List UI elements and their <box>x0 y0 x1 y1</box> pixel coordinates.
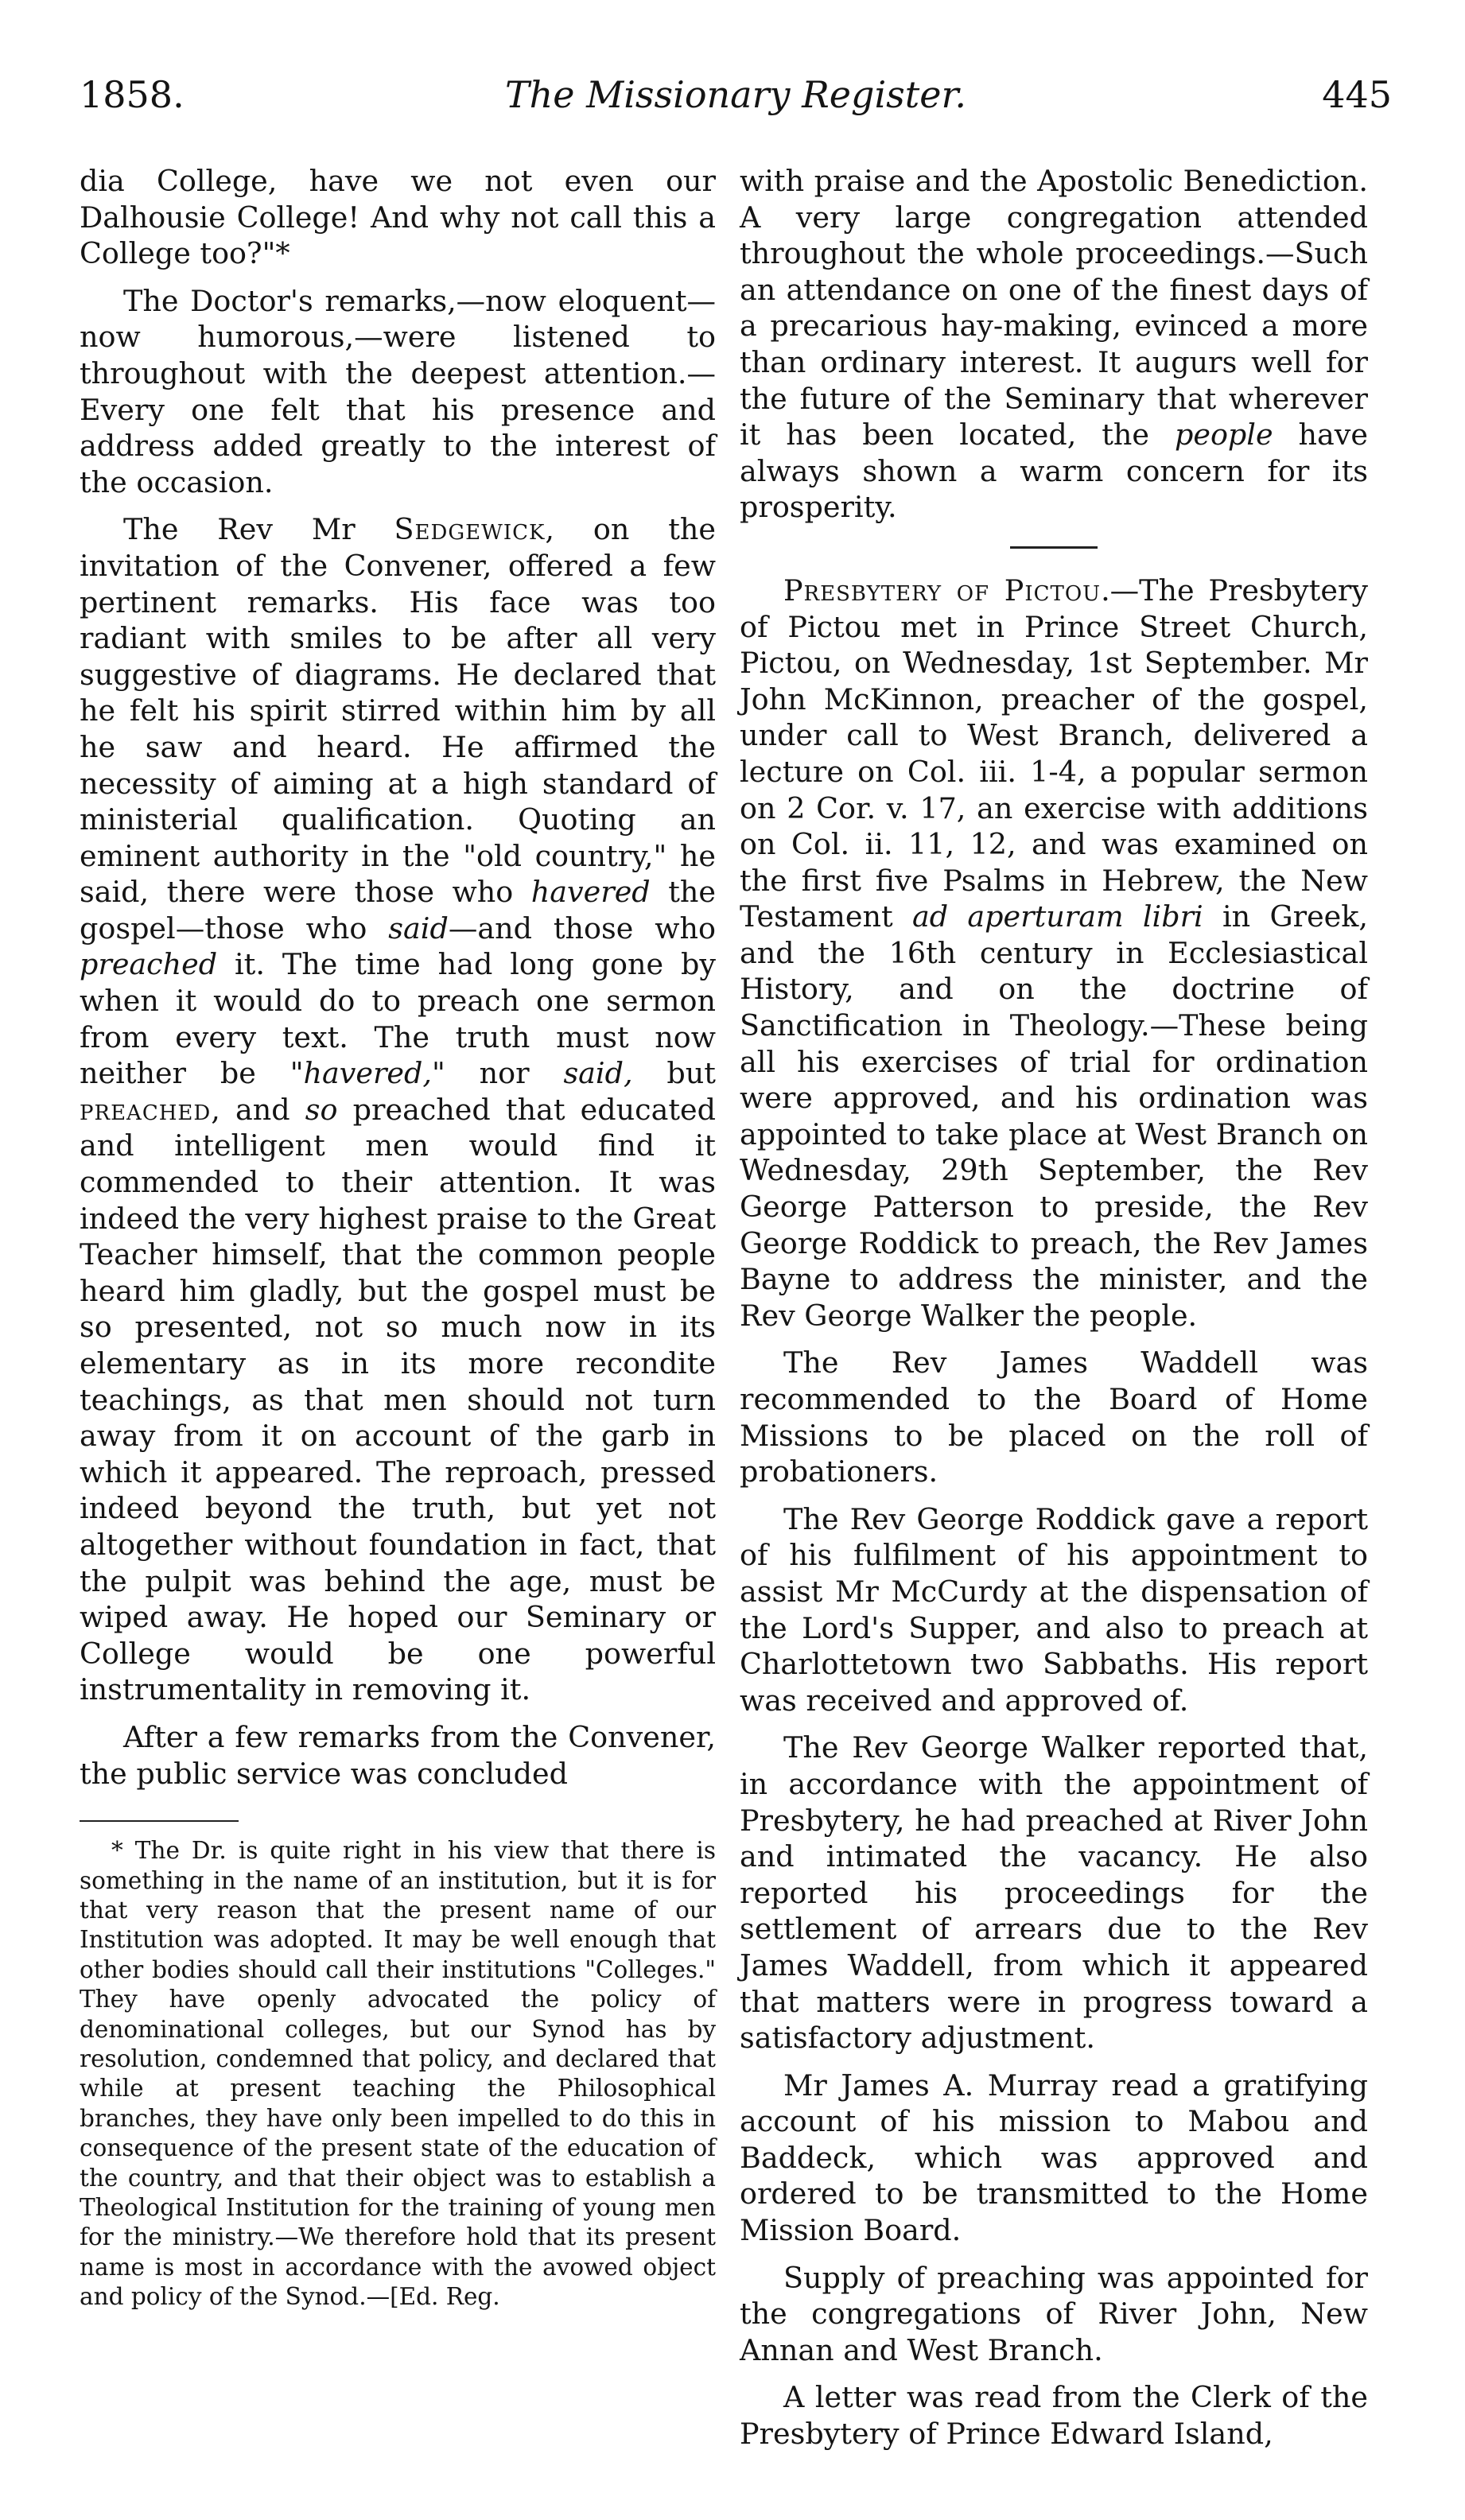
text-run: but <box>632 1056 716 1091</box>
text-run: it. The time had long gone by when it would do to preach one sermon from every text. The truth must now neither be " <box>80 947 716 1091</box>
text-run: The Rev Mr <box>123 512 394 547</box>
text-run: with praise and the Apostolic Benediction. A very large congregation attended throughout the whole proceedings.—Such an attendance on one of the finest days of a precarious hay-making, evinced a more than ordinary interest. It augurs well for the future of the Seminary that wherever it has been located, the <box>740 164 1368 452</box>
text-run: preached that educated and intelligent men would find it commended to their attention. It was indeed the very highest praise to the Great Teacher himself, that the common people heard him gladly, but the gospel must be so presented, not so much now in its elementary as in its more recondite teachings, as that men should not turn away from it on account of the garb in which it appeared. The reproach, pressed indeed beyond the truth, but yet not altogether without foundation in fact, that the pulpit was behind the age, must be wiped away. He hoped our Seminary or College would be one powerful instrumentality in removing it. <box>80 1092 716 1707</box>
italic-text: so <box>305 1092 338 1127</box>
italic-text: said, <box>563 1056 633 1091</box>
italic-text: said <box>388 911 449 945</box>
speaker-name: Sedgewick <box>394 512 546 547</box>
italic-text: ad aperturam libri <box>911 899 1203 934</box>
left-column <box>80 163 716 2312</box>
journal-title: The Missionary Register. <box>504 73 967 116</box>
paragraph: Mr James A. Murray read a gratifying account of his mission to Mabou and Baddeck, which was approved and ordered to be transmitted to the Home Mission Board. <box>740 2068 1368 2248</box>
text-run: in Greek, and the 16th century in Ecclesiastical History, and on the doctrine of Sanctification in Theology.—These being all his exercises of trial for ordination were approved, and his ordination was appointed to take place at West Branch on Wednesday, 29th September, the Rev George Patterson to preside, the Rev George Roddick to preach, the Rev James Bayne to address the minister, and the Rev George Walker the people. <box>740 899 1369 1333</box>
paragraph: A letter was read from the Clerk of the Presbytery of Prince Edward Island, <box>740 2380 1368 2452</box>
section-heading: Presbytery of Pictou <box>783 573 1102 608</box>
footnote-text: * The Dr. is quite right in his view that there is something in the name of an institution, but it is for that very reason that the present name of our Institution was adopted. It may be well enough that other bodies should call their institutions "Colleges." They have openly advocated the policy of denominational colleges, but our Synod has by resolution, condemned that policy, and declared that while at present teaching the Philosophical branches, they have only been impelled to do this in consequence of the present state of the education of the country, and that their object was to establish a Theological Institution for the training of young men for the ministry.—We therefore hold that its present name is most in accordance with the avowed object and policy of the Synod.—[Ed. Reg. <box>80 1837 716 2311</box>
page-number: 445 <box>1322 73 1392 116</box>
italic-text: preached <box>80 947 218 982</box>
text-run: —and those who <box>448 911 717 945</box>
paragraph: The Rev George Roddick gave a report of his fulfilment of his appointment to assist Mr McCurdy at the dispensation of the Lord's Supper, and also to preach at Charlottetown two Sabbaths. His report was received and approved of. <box>740 1501 1368 1718</box>
text-run: " nor <box>432 1056 564 1091</box>
small-caps-text: preached <box>80 1092 212 1127</box>
italic-text: havered <box>530 875 651 910</box>
footnote <box>80 1836 716 2312</box>
running-header <box>80 73 1392 129</box>
text-run: have always shown a warm concern for its prosperity. <box>740 417 1369 525</box>
footnote-rule <box>80 1820 239 1822</box>
text-run: .—The Presbytery of Pictou met in Prince Street Church, Pictou, on Wednesday, 1st September. Mr John McKinnon, preacher of the gospel, under call to West Branch, delivered a lecture on Col. iii. 1-4, a popular sermon on 2 Cor. v. 17, an exercise with additions on Col. ii. 11, 12, and was examined on the first five Psalms in Hebrew, the New Testament <box>740 573 1368 934</box>
paragraph: The Rev George Walker reported that, in accordance with the appointment of Presbytery, he had preached at River John and intimated the vacancy. He also reported his proceedings for the settlement of arrears due to the Rev James Waddell, from which it appeared that matters were in progress toward a satisfactory adjustment. <box>740 1730 1368 2056</box>
paragraph: The Rev James Waddell was recommended to the Board of Home Missions to be placed on the roll of probationers. <box>740 1345 1368 1489</box>
paragraph: After a few remarks from the Convener, the public service was concluded <box>80 1719 716 1791</box>
text-run: the gospel—those who <box>80 875 716 945</box>
text-run: , and <box>211 1092 305 1127</box>
text-run: , on the invitation of the Convener, offered a few pertinent remarks. His face was too radiant with smiles to be after all very suggestive of diagrams. He declared that he felt his spirit stirred within him by all he saw and heard. He affirmed the necessity of aiming at a high standard of ministerial qualification. Quoting an eminent authority in the "old country," he said, there were those who <box>80 512 716 910</box>
italic-text: havered, <box>303 1056 432 1091</box>
section-divider <box>1010 546 1098 549</box>
italic-text: people <box>1174 417 1273 452</box>
paragraph: The Doctor's remarks,—now eloquent—now humorous,—were listened to throughout with the deepest attention.—Every one felt that his presence and address added greatly to the interest of the occasion. <box>80 283 716 499</box>
paragraph <box>740 163 1368 526</box>
paragraph: Supply of preaching was appointed for the congregations of River John, New Annan and West Branch. <box>740 2260 1368 2367</box>
paragraph: dia College, have we not even our Dalhousie College! And why not call this a College too?"* <box>80 164 716 271</box>
right-column <box>740 163 1368 2452</box>
header-year: 1858. <box>80 73 185 116</box>
paragraph <box>740 573 1368 1334</box>
paragraph <box>80 511 716 1708</box>
